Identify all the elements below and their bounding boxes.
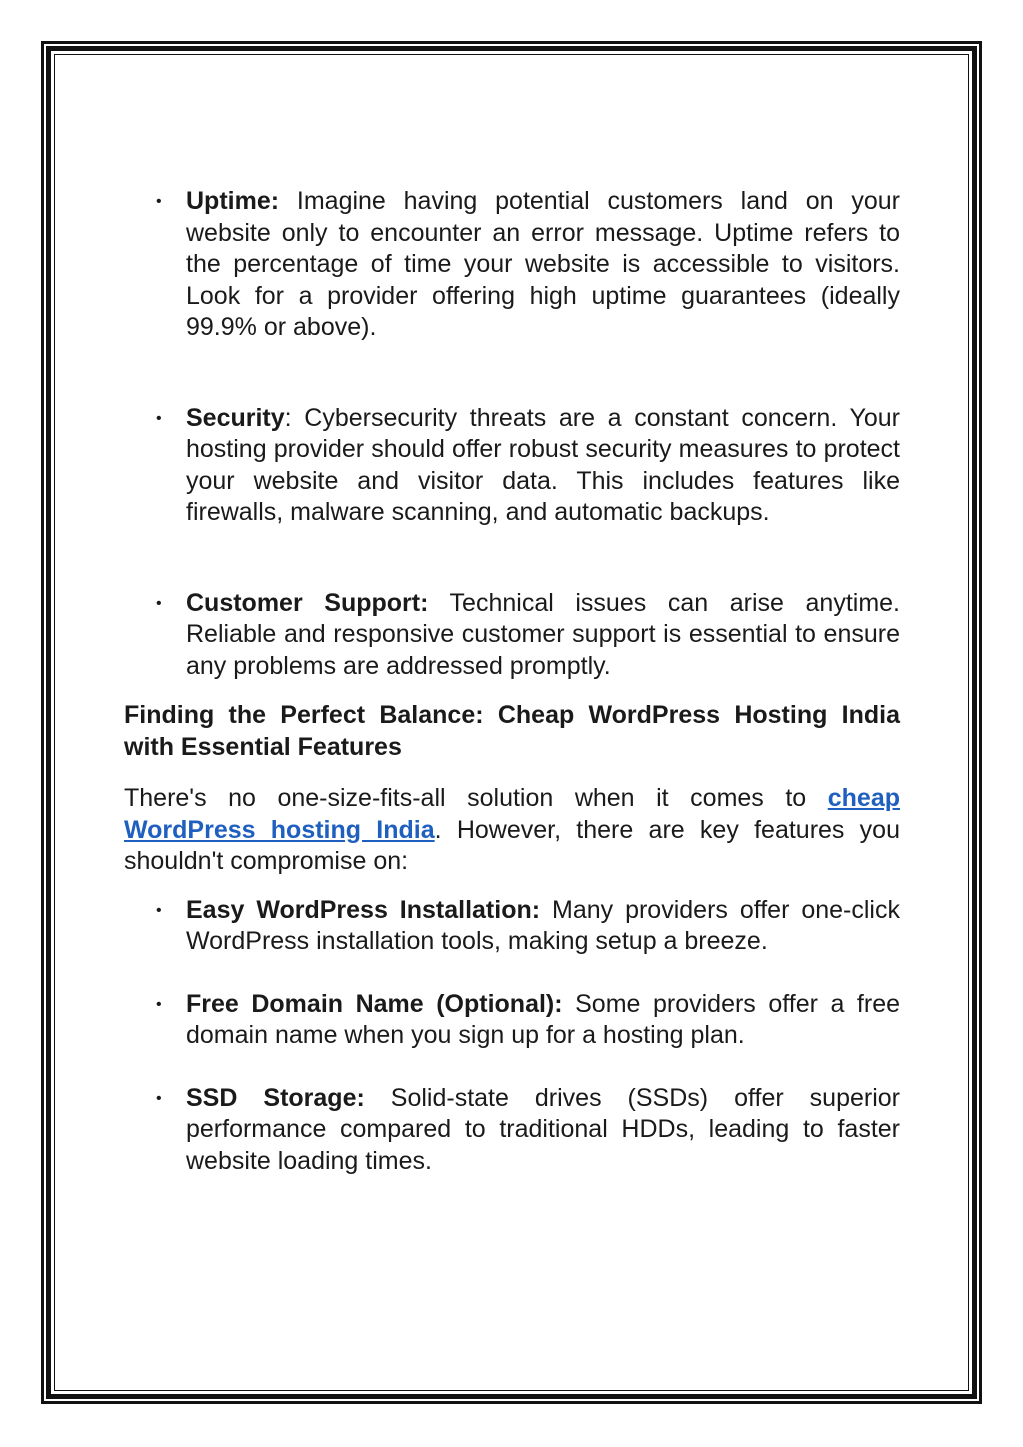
intro-text-before: There's no one-size-fits-all solution when it comes to: [124, 784, 828, 812]
cheap-wordpress-hosting-link[interactable]: cheap WordPress hosting India: [124, 784, 900, 844]
list-item-term: Uptime:: [186, 187, 280, 215]
hosting-features-list: [124, 186, 900, 682]
list-item-text: Technical issues can arise anytime. Reliable and responsive customer support is essential to ensure any problems are addressed promptly.: [186, 588, 900, 680]
bullet-icon: •: [156, 193, 162, 210]
list-item-text: Imagine having potential customers land on your website only to encounter an error message. Uptime refers to the percentage of time your website is accessible to visitors. Look for a provider offering high uptime guarantees (ideally 99.9% or above).: [186, 187, 900, 341]
list-item-term: SSD Storage:: [186, 1083, 365, 1112]
list-item-text: Some providers offer a free domain name when you sign up for a hosting plan.: [186, 989, 900, 1049]
list-item-security: [124, 403, 900, 529]
bullet-icon: •: [156, 409, 162, 427]
list-item-free-domain: [124, 989, 900, 1052]
list-item-term: Free Domain Name (Optional):: [186, 989, 563, 1018]
list-item-text: Solid-state drives (SSDs) offer superior performance compared to traditional HDDs, leading to faster website loading times.: [186, 1083, 900, 1175]
intro-paragraph: [124, 783, 900, 878]
bullet-icon: •: [156, 995, 162, 1013]
document-content: [124, 186, 900, 1177]
list-item-text: Many providers offer one-click WordPress installation tools, making setup a breeze.: [186, 895, 900, 955]
bullet-icon: •: [156, 1089, 162, 1107]
list-item-term: Customer Support:: [186, 588, 429, 617]
list-item-easy-install: [124, 895, 900, 958]
list-item-text: : Cybersecurity threats are a constant concern. Your hosting provider should offer robust security measures to protect your website and visitor data. This includes features like firewalls, malware scanning, and automatic backups.: [186, 403, 900, 526]
list-item-customer-support: [124, 588, 900, 683]
essential-features-list: [124, 895, 900, 1178]
section-heading: Finding the Perfect Balance: Cheap WordPress Hosting India with Essential Features: [124, 701, 900, 761]
bullet-icon: •: [156, 901, 162, 919]
list-item-term: Easy WordPress Installation:: [186, 895, 541, 924]
intro-text-after: . However, there are key features you shouldn't compromise on:: [124, 815, 900, 875]
list-item-term: Security: [186, 403, 285, 432]
bullet-icon: •: [156, 594, 162, 612]
list-item-uptime: [124, 186, 900, 344]
list-item-ssd-storage: [124, 1083, 900, 1178]
